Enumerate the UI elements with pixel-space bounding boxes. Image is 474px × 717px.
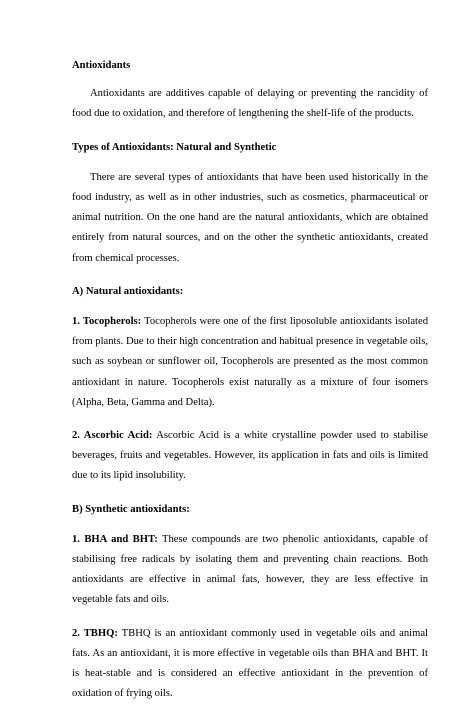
- item-label: 1. BHA and BHT:: [72, 533, 158, 545]
- natural-item-ascorbic-acid: [72, 426, 428, 487]
- page-title: Antioxidants: [72, 60, 131, 71]
- item-text: Tocopherols were one of the first liposoluble antioxidants isolated from plants. Due to their high concentration and habitual presence in vegetable oils, such as soybean or sunflower oil, Tocopherols are presented as the most common antioxidant in nature. Tocopherols exist naturally as a mixture of four isomers (Alpha, Beta, Gamma and Delta).: [72, 316, 428, 408]
- item-text: TBHQ is an antioxidant commonly used in vegetable oils and animal fats. As an antioxidant, it is more effective in vegetable oils than BHA and BHT. It is heat-stable and is considered an effective antioxidant in the prevention of oxidation of frying oils.: [72, 627, 428, 700]
- natural-antioxidants-heading: A) Natural antioxidants:: [72, 285, 184, 297]
- synthetic-item-tbhq: [72, 624, 428, 705]
- item-label: 2. TBHQ:: [72, 627, 118, 639]
- item-text: Ascorbic Acid is a white crystalline powder used to stabilise beverages, fruits and vegetables. However, its application in fats and oils is limited due to its lipid insolubility.: [72, 430, 428, 482]
- item-label: 2. Ascorbic Acid:: [72, 430, 153, 442]
- item-label: 1. Tocopherols:: [72, 316, 142, 328]
- synthetic-item-bha-bht: [72, 530, 428, 611]
- item-text: These compounds are two phenolic antioxidants, capable of stabilising free radicals by isolating them and preventing chain reactions. Both antioxidants are effective in animal fats, however, they are less effective in vegetable fats and oils.: [72, 533, 428, 606]
- document-page: [72, 56, 428, 717]
- types-paragraph: There are several types of antioxidants that have been used historically in the food industry, as well as in other industries, such as cosmetics, pharmaceutical or animal nutrition. On the one hand are the natural antioxidants, which are obtained entirely from natural sources, and on the other the synthetic antioxidants, created from chemical processes.: [72, 171, 428, 264]
- intro-paragraph: Antioxidants are additives capable of delaying or preventing the rancidity of food due to oxidation, and therefore of lengthening the shelf-life of the products.: [72, 88, 428, 120]
- types-heading: Types of Antioxidants: Natural and Synthetic: [72, 141, 277, 153]
- synthetic-antioxidants-heading: B) Synthetic antioxidants:: [72, 503, 190, 515]
- natural-item-tocopherols: [72, 312, 428, 413]
